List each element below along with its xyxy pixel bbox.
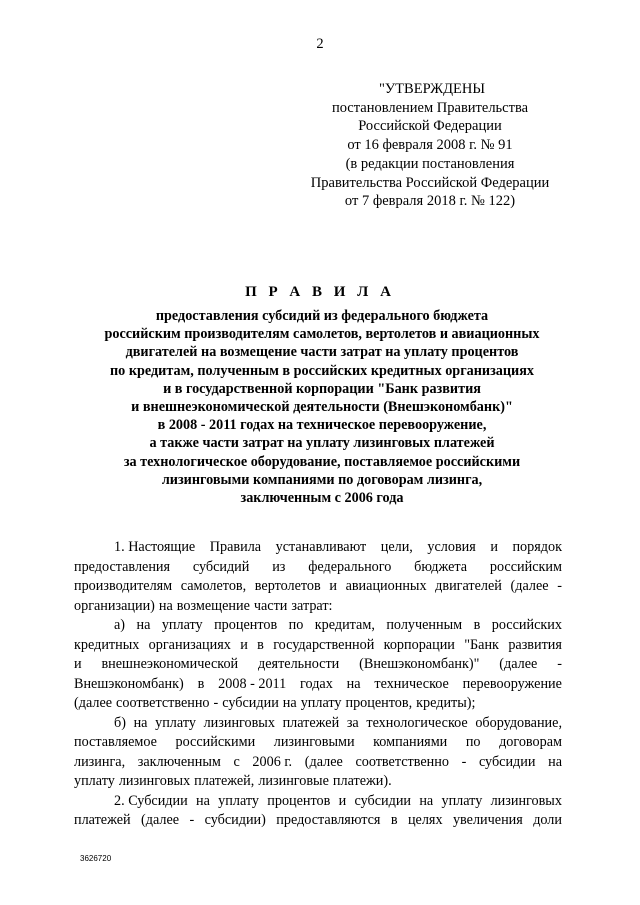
body-word: лизинговыми [273,734,355,750]
body-word: уплату [441,792,483,809]
body-text [74,538,562,831]
body-word: авиационных [345,578,427,594]
body-word: - [213,695,219,711]
body-word: производителям [74,578,173,594]
body-word: процентов [267,792,331,809]
body-word: лизинга, [74,753,126,770]
approval-line: от 7 февраля 2018 г. № 122) [344,193,516,210]
body-word: по [288,617,304,633]
approval-line: Правительства Российской Федерации [310,174,550,191]
body-word: 2008 - 2011 [218,675,287,692]
body-word: 2. Субсидии [114,792,188,809]
body-word: б) [114,714,126,731]
body-word: (далее [304,753,343,770]
body-word: российских [491,617,562,633]
body-word: уплату [155,714,196,731]
body-word: (далее [510,578,549,594]
body-word: - [557,656,562,672]
body-word: двигателей [435,578,502,594]
body-word: доли [533,812,562,828]
body-word: - [189,812,195,828]
body-word: платежи). [332,773,392,789]
body-word: кредитам, [314,617,375,633]
body-word: субсидии [354,792,412,809]
subtitle-line: и внешнеэкономической деятельности (Внешэкономбанк)" [131,399,513,416]
body-line [74,733,562,753]
body-word: (далее [74,695,113,711]
body-word: условия [427,539,476,555]
body-line [74,616,562,636]
body-line [74,753,562,773]
subtitle-line: российским производителям самолетов, вертолетов и авиационных [104,326,540,343]
body-line [74,694,562,714]
body-word: "Банк [464,636,499,653]
body-word: уплату [300,695,342,711]
body-word: государственной [273,636,375,653]
body-word: договорам [499,734,562,750]
subtitle-line: а также части затрат на уплату лизинговых платежей [149,435,495,452]
body-word: технологическое [366,714,468,731]
document-code: 3626720 [80,854,112,863]
body-word: на [158,597,173,614]
body-word: компаниями [373,734,448,750]
body-word: платежей [282,714,340,731]
body-word: на [133,714,148,731]
body-word: оборудование, [475,714,562,731]
body-word: (Внешэкономбанк)" [359,656,480,672]
body-word: процентов [214,617,278,633]
body-word: и [74,656,82,672]
subtitle-line: предоставления субсидий из федерального бюджета [155,308,489,324]
approval-line: "УТВЕРЖДЕНЫ [379,81,485,97]
body-word: российскими [175,734,256,750]
body-word: полученным [386,617,463,633]
body-word: техническое [374,675,449,692]
body-word: развития [508,636,562,653]
body-word: на [548,753,562,770]
approval-line: от 16 февраля 2008 г. № 91 [347,137,513,154]
body-word: Внешэкономбанк) [74,675,184,692]
document-subtitle [62,307,582,507]
body-word: порядок [512,539,562,555]
subtitle-line: двигателей на возмещение части затрат на уплату процентов [125,344,519,361]
body-word: - [557,578,562,594]
body-word: организациях [148,636,231,653]
body-word: субсидии) [204,812,266,828]
body-word: уплату [218,792,259,809]
body-word: субсидии [222,695,279,711]
body-word: субсидии [478,753,536,770]
body-word: в [257,636,264,653]
body-line [74,636,562,656]
body-word: - [461,753,467,770]
subtitle-line: по кредитам, полученным в российских кредитных организациях [110,362,534,379]
body-word: корпорации [383,636,455,653]
body-line [74,675,562,695]
body-word: предоставляются [276,812,381,828]
subtitle-line: в 2008 - 2011 годах на техническое перевооружение, [157,417,487,434]
body-word: и [338,792,347,809]
approval-block [285,80,575,211]
body-word: соответственно [355,753,449,770]
body-word: за [346,714,359,731]
approval-line: (в редакции постановления [345,155,515,172]
body-word: целях [407,812,443,828]
body-word: (далее [499,656,538,672]
body-word: лизинговых [203,714,275,731]
body-word: (далее [141,812,180,828]
body-word: субсидий [192,558,250,575]
body-word: поставляемое [74,734,157,750]
body-word: платежей [74,812,131,828]
body-line [74,558,562,578]
body-word: организации) [74,597,155,614]
body-line [74,597,562,617]
subtitle-line: и в государственной корпорации "Банк развития [163,380,481,397]
body-word: бюджета [414,558,468,575]
body-word: годах [300,675,333,692]
subtitle-line: лизинговыми компаниями по договорам лизинга, [161,471,483,488]
body-word: внешнеэкономической [101,656,239,672]
body-word: а) [114,617,126,633]
body-word: устанавливают [275,539,367,555]
body-word: на [136,617,151,633]
body-word: 2006 г. [252,753,293,770]
body-word: кредитных [74,636,140,653]
body-word: кредиты); [416,695,476,711]
body-word: уплату [161,617,203,633]
body-word: из [272,558,286,575]
body-word: в [473,617,481,633]
body-word: 1. Настоящие [114,539,196,555]
body-line [74,811,562,831]
subtitle-line: за технологическое оборудование, поставляемое российскими [123,453,521,470]
body-word: самолетов, [180,578,247,594]
body-word: увеличения [452,812,523,828]
body-word: по [465,734,481,750]
body-word: лизинговые [258,773,329,789]
body-word: уплату [74,773,115,789]
body-line [74,538,562,558]
body-line [74,792,562,812]
body-word: российским [489,558,562,575]
subtitle-line: заключенным с 2006 года [240,490,404,507]
body-word: соответственно [116,695,210,711]
body-word: затрат: [291,597,333,614]
body-word: цели, [380,539,413,555]
body-word: предоставления [74,558,171,575]
body-word: перевооружение [462,675,562,692]
body-word: заключенным [137,753,221,770]
document-title: П Р А В И Л А [245,284,395,300]
body-word: и [240,636,248,653]
body-word: на [196,792,210,809]
body-word: в [390,812,398,828]
body-word: федерального [308,558,392,575]
body-word: на [282,695,297,711]
body-word: части [253,597,288,614]
approval-line: Российской Федерации [358,118,502,135]
body-word: деятельности [258,656,340,672]
body-word: с [233,753,240,770]
body-line [74,577,562,597]
body-word: в [197,675,205,692]
page-number: 2 [316,36,324,52]
body-word: и [490,539,498,555]
body-word: возмещение [176,597,250,614]
body-line [74,714,562,734]
approval-line: постановлением Правительства [331,99,529,116]
body-word: на [346,675,361,692]
body-word: на [419,792,434,809]
body-word: лизинговых [490,792,562,809]
body-word: лизинговых [118,773,191,789]
body-line [74,655,562,675]
body-word: и [329,578,337,594]
body-word: процентов, [345,695,413,711]
body-word: вертолетов [254,578,321,594]
body-word: платежей, [194,773,255,789]
body-line [74,772,562,792]
body-word: Правила [209,539,262,555]
